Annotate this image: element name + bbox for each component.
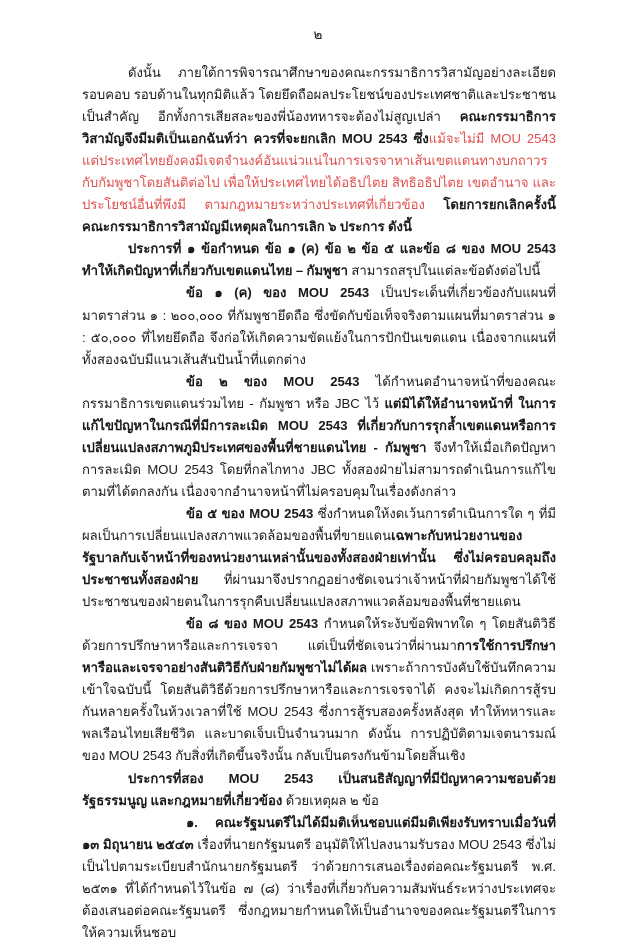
text-run: ได้กำหนดอำนาจหน้าที่ของคณะกรรมาธิการเขตแดนร่วมไทย - กัมพูชา หรือ JBC ไว้ (82, 373, 556, 411)
text-run: ดังนั้น ภายใต้การพิจารณาศึกษาของคณะกรรมาธิการวิสามัญอย่างละเอียด รอบคอบ รอบด้านในทุกมิติแล้ว โดยยึดถือผลประโยชน์ของประเทศชาติและประชาชนเป็นสำคัญ อีกทั้งการเสียสละของพี่น้องทหารจะต้องไม่สูญเปล่า (82, 65, 556, 125)
text-run-bold: ข้อ ๘ ของ MOU 2543 (186, 616, 324, 632)
text-run: เรื่องที่นายกรัฐมนตรี อนุมัติให้ไปลงนามรับรอง MOU 2543 ซึ่งไม่เป็นไปตามระเบียบสำนักนายกรัฐมนตรี ว่าด้วยการเสนอเรื่องต่อคณะรัฐมนตรี พ.ศ. ๒๕๓๑ ที่ได้กำหนดไว้ในข้อ ๗ (๘) ว่าเรื่องที่เกี่ยวกับความสัมพันธ์ระหว่างประเทศจะต้องเสนอต่อคณะรัฐมนตรี ซึ่งกฎหมายกำหนดให้เป็นอำนาจของคณะรัฐมนตรีในการให้ความเห็นชอบ (82, 836, 556, 940)
paragraph (82, 282, 556, 370)
paragraph (82, 768, 556, 812)
paragraph-indent (82, 238, 128, 260)
text-run-bold: ข้อ ๑ (ค) ของ MOU 2543 (186, 285, 381, 301)
text-run: ที่ผ่านมาจึงปรากฏอย่างชัดเจนว่าเจ้าหน้าที่ฝ่ายกัมพูชาได้ใช้ประชาชนของฝ่ายตนในการรุกคืบเปลี่ยนแปลงสภาพแวดล้อมของพื้นที่ชายแดน (82, 572, 556, 610)
text-run-bold: โดยการยกเลิกครั้งนี้ คณะกรรมาธิการวิสามัญมีเหตุผลในการเลิก ๖ ประการ ดังนี้ (82, 197, 556, 235)
paragraph (82, 503, 556, 613)
text-run: เป็นประเด็นที่เกี่ยวข้องกับแผนที่มาตราส่วน ๑ : ๒๐๐,๐๐๐ ที่กัมพูชายึดถือ ซึ่งขัดกับข้อเท็จจริงตามแผนที่มาตราส่วน ๑ : ๕๐,๐๐๐ ที่ไทยยึดถือ จึงก่อให้เกิดความขัดแย้งในการปักปันเขตแดน เนื่องจากแผนที่ทั้งสองฉบับมีแนวเส้นสันปันน้ำที่แตกต่าง (82, 285, 556, 367)
text-run-bold: แต่มิได้ให้อำนาจหน้าที่ ในการแก้ไขปัญหาในกรณีที่มีการละเมิด MOU 2543 ที่เกี่ยวกับการรุกล้ำเขตแดนหรือการเปลี่ยนแปลงสภาพภูมิประเทศของพื้นที่ชายแดนไทย - กัมพูชา (82, 395, 556, 455)
paragraph-indent (82, 282, 186, 304)
text-run: ด้วยเหตุผล ๒ ข้อ (285, 792, 379, 808)
page-number: ๒ (313, 27, 323, 42)
text-run-bold: เฉพาะกับหน่วยงานของรัฐบาลกับเจ้าหน้าที่ของหน่วยงานเหล่านั้นของทั้งสองฝ่ายเท่านั้น ซึ่งไม่ครอบคลุมถึงประชาชนทั้งสองฝ่าย (82, 527, 556, 588)
paragraph-indent (82, 62, 128, 84)
paragraph (82, 812, 556, 944)
text-run: จึงทำให้เมื่อเกิดปัญหาการละเมิด MOU 2543 โดยที่กลไกทาง JBC ทั้งสองฝ่ายไม่สามารถดำเนินการแก้ไขตามที่ได้ตกลงกัน เนื่องจากอำนาจหน้าที่ไม่ครอบคุมในเรื่องดังกล่าว (82, 439, 556, 499)
paragraph (82, 371, 556, 503)
document-body (82, 62, 556, 944)
text-run: สามารถสรุปในแต่ละข้อดังต่อไปนี้ (351, 263, 541, 279)
text-run-bold: ข้อ ๕ ของ MOU 2543 (186, 505, 318, 521)
text-run: เพราะถ้าการบังคับใช้บันทึกความเข้าใจฉบับนี้ โดยสันติวิธีด้วยการปรึกษาหารือและการเจรจาได้ คงจะไม่เกิดการสู้รบกันหลายครั้งในห้วงเวลาที่ใช้ MOU 2543 ซึ่งการสู้รบสองครั้งหลังสุด ทำให้ทหารและพลเรือนไทยเสียชีวิต และบาดเจ็บเป็นจำนวนมาก ดังนั้น การปฏิบัติตามเจตนารมณ์ของ MOU 2543 กับสิ่งที่เกิดขึ้นจริงนั้น กลับเป็นตรงกันข้ามโดยสิ้นเชิง (82, 660, 556, 764)
text-run-bold: คณะกรรมาธิการวิสามัญจึงมีมติเป็นเอกฉันท์ว่า ควรที่จะยกเลิก MOU 2543 ซึ่ง (82, 109, 556, 147)
paragraph-indent (82, 613, 186, 635)
paragraph-indent (82, 503, 186, 525)
text-run-bold: ประการที่ ๑ ข้อกำหนด ข้อ ๑ (ค) ข้อ ๒ ข้อ ๕ และข้อ ๘ ของ MOU 2543 ทำให้เกิดปัญหาที่เกี่ยวกับเขตแดนไทย – กัมพูชา (82, 241, 556, 279)
text-run-bold: ข้อ ๒ ของ MOU 2543 (186, 373, 376, 389)
text-run-bold: ๑. คณะรัฐมนตรีไม่ได้มีมติเห็นชอบแต่มีมติเพียงรับทราบเมื่อวันที่ ๑๓ มิถุนายน ๒๕๔๓ (82, 814, 556, 852)
paragraph-indent (82, 371, 186, 393)
paragraph-indent (82, 768, 128, 790)
text-run: กำหนดให้ระงับข้อพิพาทใด ๆ โดยสันติวิธีด้วยการปรึกษาหารือและการเจรจา แต่เป็นที่ชัดเจนว่าที่ผ่านมา (82, 616, 556, 654)
paragraph-indent (82, 812, 186, 834)
paragraph (82, 238, 556, 282)
text-run-bold: การใช้การปรึกษาหารือและเจรจาอย่างสันติวิธีกับฝ่ายกัมพูชาไม่ได้ผล (82, 638, 556, 676)
text-run: ซึ่งกำหนดให้งดเว้นการดำเนินการใด ๆ ที่มีผลเป็นการเปลี่ยนแปลงสภาพแวดล้อมของพื้นที่ขายแดน (82, 505, 556, 543)
paragraph-container (82, 62, 556, 944)
paragraph (82, 613, 556, 767)
text-run-bold: ประการที่สอง MOU 2543 เป็นสนธิสัญญาที่มีปัญหาความชอบด้วยรัฐธรรมนูญ และกฎหมายที่เกี่ยวข้อง (82, 770, 556, 808)
text-run-highlight-red: แม้จะไม่มี MOU 2543 แต่ประเทศไทยยังคงมีเจตจำนงค์อันแน่วแน่ในการเจรจาหาเส้นเขตแดนทางบกถาวรกับกัมพูชาโดยสันติต่อไป เพื่อให้ประเทศไทยได้อธิปไตย สิทธิอธิปไตย เขตอำนาจ และประโยชน์อื่นที่พึงมี ตามกฎหมายระหว่างประเทศที่เกี่ยวข้อง (82, 131, 556, 213)
paragraph (82, 62, 556, 238)
